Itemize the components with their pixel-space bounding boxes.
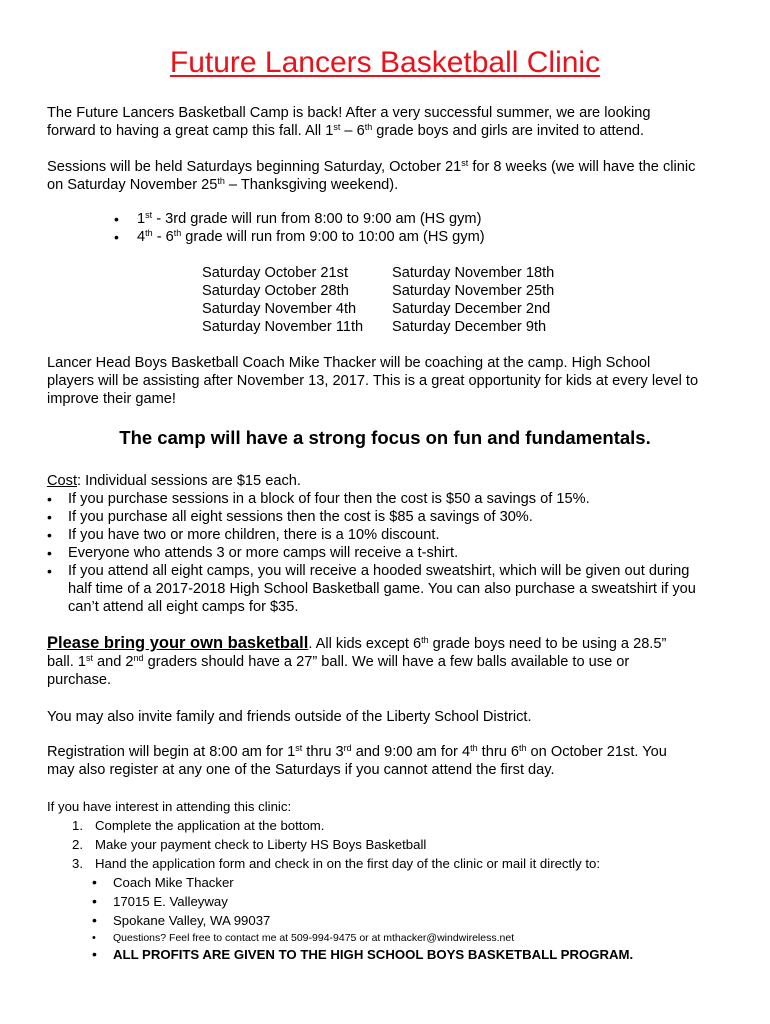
bullet-icon: • — [47, 509, 52, 525]
schedule-column-left — [202, 264, 363, 336]
intro-line-1: The Future Lancers Basketball Camp is back! After a very successful summer, we are looking — [47, 105, 651, 121]
intro-text: grade boys and girls are invited to attend. — [372, 123, 645, 139]
ordinal-suffix: st — [85, 653, 93, 663]
cost-label: Cost — [47, 473, 78, 489]
grade-item-1 — [137, 210, 481, 228]
step-item: Hand the application form and check in on the first day of the clinic or mail it directly to: — [95, 856, 601, 871]
schedule-date: Saturday December 2nd — [392, 301, 551, 317]
step-number: 2. — [72, 837, 83, 852]
ball-paragraph — [47, 634, 747, 689]
bullet-icon: • — [92, 932, 96, 944]
registration-line-1 — [47, 743, 747, 761]
registration-text: thru 6 — [477, 744, 519, 760]
coach-line: improve their game! — [47, 391, 176, 407]
registration-text: thru 3 — [302, 744, 344, 760]
questions-line: Questions? Feel free to contact me at 509-994-9475 or at mthacker@windwireless.net — [113, 932, 515, 944]
grade-text: 1 — [137, 211, 146, 227]
step-number: 3. — [72, 856, 83, 871]
schedule-date: Saturday November 18th — [392, 265, 555, 281]
ordinal-suffix: th — [421, 635, 429, 645]
address-line: 17015 E. Valleyway — [113, 894, 228, 909]
ball-text: grade boys need to be using a 28.5” — [428, 636, 667, 652]
grade-text: grade will run from 9:00 to 10:00 am (HS gym) — [181, 229, 485, 245]
invite-line: You may also invite family and friends outside of the Liberty School District. — [47, 709, 532, 725]
sessions-paragraph — [47, 158, 747, 194]
coach-line: Lancer Head Boys Basketball Coach Mike Thacker will be coaching at the camp. High School — [47, 355, 651, 371]
grade-item-2 — [137, 228, 485, 246]
registration-paragraph — [47, 743, 747, 779]
coach-line: players will be assisting after November 13, 2017. This is a great opportunity for kids at every level to — [47, 373, 699, 389]
cost-text: : Individual sessions are $15 each. — [77, 473, 301, 489]
sessions-line-1 — [47, 158, 747, 176]
sessions-text: Sessions will be held Saturdays beginning Saturday, October 21 — [47, 159, 462, 175]
address-line: Coach Mike Thacker — [113, 875, 234, 890]
ordinal-suffix: th — [470, 743, 478, 753]
ball-text: graders should have a 27” ball. We will have a few balls available to use or — [143, 654, 630, 670]
bullet-icon: • — [92, 946, 97, 962]
ordinal-suffix: th — [364, 122, 373, 132]
schedule-date: Saturday November 4th — [202, 301, 357, 317]
registration-text: and 9:00 am for 4 — [351, 744, 471, 760]
bullet-icon: • — [114, 211, 119, 227]
focus-heading: The camp will have a strong focus on fun and fundamentals. — [119, 427, 651, 448]
ordinal-suffix: th — [173, 228, 182, 238]
registration-text: Registration will begin at 8:00 am for 1 — [47, 744, 296, 760]
step-number: 1. — [72, 818, 83, 833]
ordinal-suffix: st — [461, 158, 469, 168]
cost-item-line: half time of a 2017-2018 High School Basketball game. You can also purchase a sweatshirt if you — [68, 581, 696, 597]
schedule-column-right — [392, 264, 554, 336]
registration-text: on October 21st. You — [526, 744, 667, 760]
profits-notice: ALL PROFITS ARE GIVEN TO THE HIGH SCHOOL BOYS BASKETBALL PROGRAM. — [113, 947, 634, 962]
ordinal-suffix: st — [295, 743, 303, 753]
cost-item: If you purchase sessions in a block of four then the cost is $50 a savings of 15%. — [68, 491, 590, 507]
ordinal-suffix: nd — [133, 653, 144, 663]
page-title: Future Lancers Basketball Clinic — [169, 46, 601, 79]
ordinal-suffix: th — [518, 743, 527, 753]
bullet-icon: • — [92, 874, 97, 890]
ball-line-3: purchase. — [47, 672, 112, 688]
sessions-line-2 — [47, 176, 747, 194]
ball-line-2 — [47, 653, 747, 671]
cost-item: Everyone who attends 3 or more camps will receive a t-shirt. — [68, 545, 459, 561]
bullet-icon: • — [92, 893, 97, 909]
cost-paragraph — [47, 472, 747, 490]
ball-text: ball. 1 — [47, 654, 86, 670]
ball-text: . All kids except 6 — [308, 636, 422, 652]
sessions-text: on Saturday November 25 — [47, 177, 218, 193]
grade-text: - 6 — [152, 229, 174, 245]
address-line: Spokane Valley, WA 99037 — [113, 913, 271, 928]
bullet-icon: • — [47, 563, 52, 579]
sessions-text: – Thanksgiving weekend). — [224, 177, 399, 193]
registration-line-2: may also register at any one of the Saturdays if you cannot attend the first day. — [47, 762, 555, 778]
step-item: Complete the application at the bottom. — [95, 818, 325, 833]
bullet-icon: • — [47, 491, 52, 507]
cost-item: If you purchase all eight sessions then the cost is $85 a savings of 30%. — [68, 509, 533, 525]
grade-text: 4 — [137, 229, 146, 245]
ball-heading: Please bring your own basketball — [47, 634, 309, 652]
ball-text: and 2 — [92, 654, 134, 670]
ball-line-1 — [47, 634, 747, 653]
schedule-date: Saturday October 28th — [202, 283, 349, 299]
cost-item: If you have two or more children, there is a 10% discount. — [68, 527, 440, 543]
schedule-date: Saturday November 11th — [202, 319, 364, 335]
ordinal-suffix: th — [217, 176, 225, 186]
schedule-date: Saturday October 21st — [202, 265, 349, 281]
invite-paragraph — [47, 708, 747, 726]
cost-item-line: If you attend all eight camps, you will receive a hooded sweatshirt, which will be given out during — [68, 563, 690, 579]
ordinal-suffix: th — [145, 228, 153, 238]
intro-line-2 — [47, 122, 747, 140]
cost-intro — [47, 472, 747, 490]
step-item: Make your payment check to Liberty HS Boys Basketball — [95, 837, 427, 852]
coach-paragraph — [47, 354, 747, 408]
schedule-date: Saturday November 25th — [392, 283, 555, 299]
ordinal-suffix: st — [145, 210, 153, 220]
bullet-icon: • — [92, 912, 97, 928]
ordinal-suffix: st — [333, 122, 341, 132]
intro-text: – 6 — [340, 123, 365, 139]
bullet-icon: • — [47, 545, 52, 561]
intro-paragraph — [47, 104, 747, 140]
bullet-icon: • — [114, 229, 119, 245]
bullet-icon: • — [47, 527, 52, 543]
intro-text: forward to having a great camp this fall. All 1 — [47, 123, 334, 139]
grade-text: - 3rd grade will run from 8:00 to 9:00 am (HS gym) — [152, 211, 482, 227]
sessions-text: for 8 weeks (we will have the clinic — [468, 159, 696, 175]
ordinal-suffix: rd — [343, 743, 352, 753]
interest-intro: If you have interest in attending this clinic: — [47, 799, 292, 814]
cost-item — [68, 562, 696, 616]
schedule-date: Saturday December 9th — [392, 319, 547, 335]
cost-item-line: can’t attend all eight camps for $35. — [68, 599, 299, 615]
